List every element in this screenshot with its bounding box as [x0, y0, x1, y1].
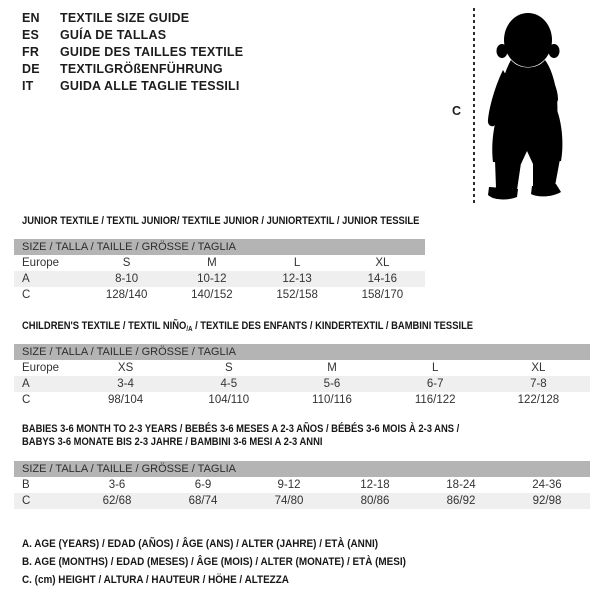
- size-cell: 152/158: [276, 289, 318, 301]
- size-header-bar: SIZE / TALLA / TAILLE / GRÖSSE / TAGLIA: [14, 344, 590, 360]
- size-cell: 68/74: [188, 495, 218, 507]
- table-row-age-months: [14, 477, 590, 493]
- size-cell: 4-5: [220, 378, 238, 390]
- size-cell: 140/152: [191, 289, 233, 301]
- language-label: TEXTILGRÖßENFÜHRUNG: [60, 61, 223, 76]
- footnote-height-cm: C. (cm) HEIGHT / ALTURA / HAUTEUR / HÖHE / ALTEZZA: [22, 574, 289, 586]
- size-cell: XS: [117, 362, 134, 374]
- row-label: A: [22, 273, 30, 285]
- footnote-age-years: A. AGE (YEARS) / EDAD (AÑOS) / ÂGE (ANS) / ALTER (JAHRE) / ETÀ (ANNI): [22, 538, 379, 550]
- size-cell: 104/110: [208, 394, 250, 406]
- table-row-europe: [14, 360, 590, 376]
- row-label: C: [22, 289, 31, 301]
- language-label: GUÍA DE TALLAS: [60, 27, 167, 42]
- babies-section-title: [22, 423, 459, 449]
- language-code: IT: [22, 78, 34, 93]
- children-section-title: [22, 320, 473, 336]
- table-row-height: [14, 392, 590, 408]
- language-label: GUIDA ALLE TAGLIE TESSILI: [60, 78, 240, 93]
- language-title-block: [22, 9, 243, 94]
- size-cell: 10-12: [197, 273, 227, 285]
- language-code: FR: [22, 44, 40, 59]
- footnote-legend: [22, 535, 449, 589]
- size-cell: 116/122: [414, 394, 456, 406]
- size-cell: XL: [375, 257, 390, 269]
- language-code: EN: [22, 10, 40, 25]
- language-label: TEXTILE SIZE GUIDE: [60, 10, 190, 25]
- size-cell: M: [207, 257, 217, 269]
- table-row-age: [14, 376, 590, 392]
- size-cell: 6-7: [426, 378, 444, 390]
- language-label: GUIDE DES TAILLES TEXTILE: [60, 44, 244, 59]
- size-cell: XL: [531, 362, 546, 374]
- size-cell: 24-36: [532, 479, 562, 491]
- size-cell: 74/80: [274, 495, 304, 507]
- size-header-bar: SIZE / TALLA / TAILLE / GRÖSSE / TAGLIA: [14, 239, 425, 255]
- size-cell: 12-18: [360, 479, 390, 491]
- language-row: [22, 60, 243, 77]
- language-row: [22, 26, 243, 43]
- language-code: DE: [22, 61, 40, 76]
- size-cell: 8-10: [115, 273, 139, 285]
- children-size-table: [14, 344, 590, 408]
- baby-silhouette-icon: [481, 6, 577, 208]
- junior-section-title: JUNIOR TEXTILE / TEXTIL JUNIOR/ TEXTILE JUNIOR / JUNIORTEXTIL / JUNIOR TESSILE: [22, 215, 420, 227]
- language-row: [22, 77, 243, 94]
- row-label: Europe: [22, 362, 60, 374]
- row-label: B: [22, 479, 30, 491]
- size-cell: 3-6: [108, 479, 126, 491]
- size-cell: 80/86: [360, 495, 390, 507]
- size-cell: 62/68: [102, 495, 132, 507]
- babies-title-line2: BABYS 3-6 MONATE BIS 2-3 JAHRE / BAMBINI 3-6 MESI A 2-3 ANNI: [22, 436, 323, 448]
- table-row-age: [14, 271, 425, 287]
- size-cell: 12-13: [282, 273, 312, 285]
- size-cell: L: [293, 257, 301, 269]
- size-cell: 9-12: [277, 479, 301, 491]
- language-row: [22, 43, 243, 60]
- size-cell: M: [327, 362, 337, 374]
- size-cell: 3-4: [117, 378, 134, 390]
- size-cell: 122/128: [517, 394, 560, 406]
- row-label: A: [22, 378, 30, 390]
- table-row-height: [14, 493, 590, 509]
- children-title-subscript: /A: [186, 326, 193, 333]
- size-cell: S: [122, 257, 131, 269]
- row-label: C: [22, 394, 31, 406]
- table-row-height: [14, 287, 425, 303]
- babies-size-table: [14, 461, 590, 509]
- size-cell: 18-24: [446, 479, 476, 491]
- size-cell: 5-6: [323, 378, 341, 390]
- size-cell: 110/116: [312, 394, 352, 406]
- row-label: C: [22, 495, 31, 507]
- children-title-post: / TEXTILE DES ENFANTS / KINDERTEXTIL / BAMBINI TESSILE: [192, 320, 474, 332]
- size-cell: 14-16: [367, 273, 398, 285]
- size-header-bar: SIZE / TALLA / TAILLE / GRÖSSE / TAGLIA: [14, 461, 590, 477]
- children-title-pre: CHILDREN'S TEXTILE / TEXTIL NIÑO: [22, 320, 187, 332]
- size-cell: S: [224, 362, 233, 374]
- size-cell: 128/140: [105, 289, 148, 301]
- junior-size-table: [14, 239, 425, 303]
- height-measure-label: C: [452, 104, 462, 118]
- size-cell: 7-8: [530, 378, 547, 390]
- size-cell: 6-9: [194, 479, 212, 491]
- size-cell: 98/104: [108, 394, 144, 406]
- babies-title-line1: BABIES 3-6 MONTH TO 2-3 YEARS / BEBÉS 3-6 MESES A 2-3 AÑOS / BÉBÉS 3-6 MOIS À 2-3 ANS /: [22, 423, 460, 435]
- height-measure-dashed-line: [473, 8, 475, 206]
- language-row: [22, 9, 243, 26]
- size-cell: L: [431, 362, 439, 374]
- size-cell: 86/92: [446, 495, 476, 507]
- footnote-age-months: B. AGE (MONTHS) / EDAD (MESES) / ÂGE (MOIS) / ALTER (MONATE) / ETÀ (MESI): [22, 556, 406, 568]
- table-row-europe: [14, 255, 425, 271]
- language-code: ES: [22, 27, 40, 42]
- row-label: Europe: [22, 257, 60, 269]
- size-cell: 92/98: [532, 495, 562, 507]
- size-cell: 158/170: [361, 289, 404, 301]
